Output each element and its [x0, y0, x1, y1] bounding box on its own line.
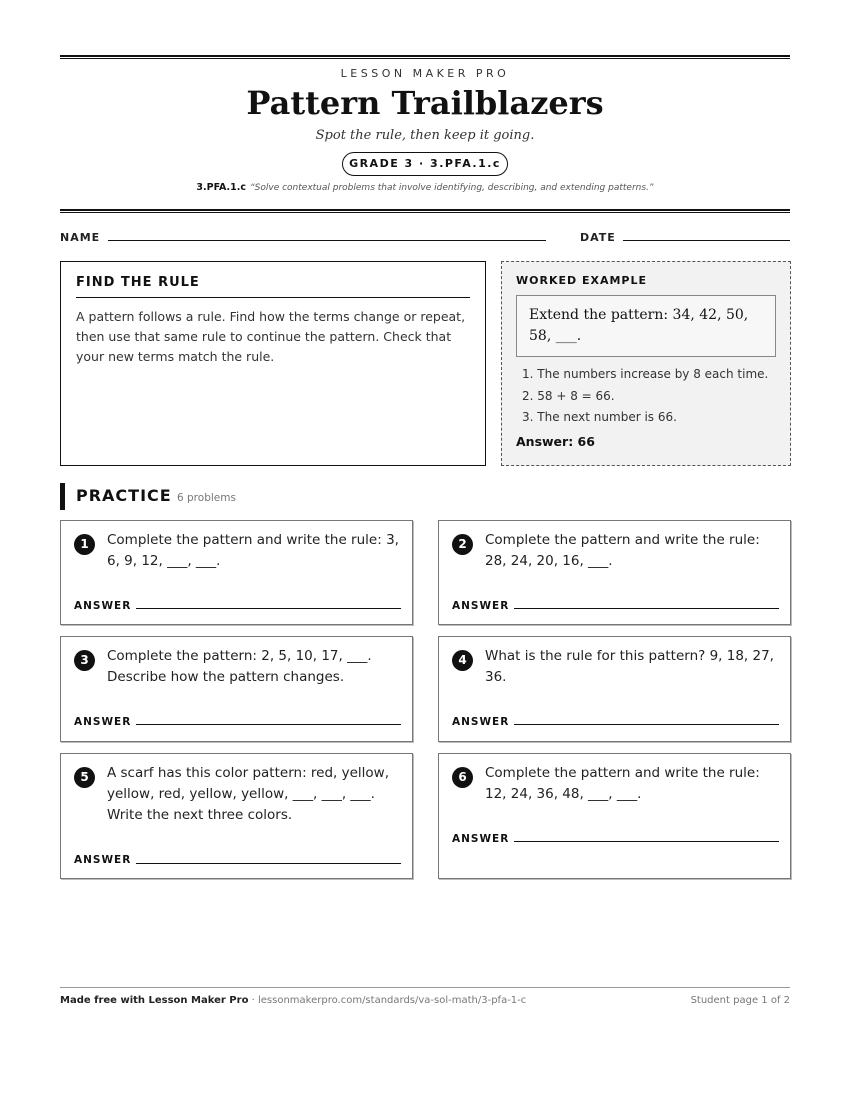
practice-count: 6 problems [177, 492, 236, 504]
problem-text: Complete the pattern and write the rule: 28, 24, 20, 16, ___. [485, 532, 760, 569]
answer-label: ANSWER [452, 600, 510, 612]
answer-label: ANSWER [74, 716, 132, 728]
footer-credit [60, 995, 526, 1006]
problem-number: 6 [452, 767, 473, 788]
problem-number: 3 [74, 650, 95, 671]
problem-number: 2 [452, 534, 473, 555]
find-rule-heading: FIND THE RULE [76, 275, 470, 298]
problem-card-1 [60, 520, 413, 625]
answer-line[interactable] [514, 724, 779, 725]
footer-made-with: Made free with Lesson Maker Pro [60, 995, 249, 1006]
problem-text: Complete the pattern: 2, 5, 10, 17, ___. Describe how the pattern changes. [107, 648, 372, 685]
worksheet-title: Pattern Trailblazers [246, 84, 604, 122]
worked-example-answer: Answer: 66 [516, 433, 595, 449]
name-field[interactable] [108, 240, 546, 241]
problem-text: Complete the pattern and write the rule: 3, 6, 9, 12, ___, ___. [107, 532, 399, 569]
problem-card-4 [438, 636, 791, 742]
answer-label: ANSWER [74, 600, 132, 612]
practice-accent-bar [60, 483, 65, 510]
date-label: DATE [580, 231, 616, 244]
top-double-rule [60, 55, 790, 59]
answer-line[interactable] [514, 608, 779, 609]
problem-text: Complete the pattern and write the rule: 12, 24, 36, 48, ___, ___. [485, 765, 760, 802]
answer-line[interactable] [136, 724, 401, 725]
standard-code: 3.PFA.1.c [196, 182, 246, 193]
brand-label: LESSON MAKER PRO [340, 67, 510, 80]
footer-rule [60, 987, 790, 988]
problem-card-3 [60, 636, 413, 742]
problem-card-5 [60, 753, 413, 879]
answer-label: ANSWER [452, 716, 510, 728]
header-bottom-rule [60, 209, 790, 213]
grade-badge: GRADE 3 · 3.PFA.1.c [342, 152, 508, 176]
problem-number: 4 [452, 650, 473, 671]
answer-line[interactable] [136, 608, 401, 609]
problem-card-2 [438, 520, 791, 625]
answer-line[interactable] [136, 863, 401, 864]
practice-heading: PRACTICE [76, 486, 172, 505]
footer-page-number: Student page 1 of 2 [690, 995, 790, 1006]
worked-example-step: 1. The numbers increase by 8 each time. [522, 367, 769, 381]
date-field[interactable] [623, 240, 790, 241]
standard-line [0, 182, 850, 193]
answer-line[interactable] [514, 841, 779, 842]
worked-example-step: 2. 58 + 8 = 66. [522, 388, 615, 403]
name-label: NAME [60, 231, 101, 244]
standard-text: “Solve contextual problems that involve identifying, describing, and extending patterns.” [250, 183, 654, 193]
find-rule-box [60, 261, 486, 466]
worked-example-box [501, 261, 791, 466]
worked-example-steps [522, 364, 776, 429]
footer-url[interactable]: · lessonmakerpro.com/standards/va-sol-math/3-pfa-1-c [248, 995, 527, 1006]
answer-label: ANSWER [452, 833, 510, 845]
problem-card-6 [438, 753, 791, 879]
worked-example-prompt: Extend the pattern: 34, 42, 50, 58, ___. [516, 295, 776, 357]
find-rule-body: A pattern follows a rule. Find how the terms change or repeat, then use that same rule to continue the pattern. Check that your new terms match the rule. [76, 309, 466, 364]
problem-number: 1 [74, 534, 95, 555]
worked-example-step: 3. The next number is 66. [522, 410, 677, 424]
problem-text: A scarf has this color pattern: red, yellow, yellow, red, yellow, yellow, ___, ___, ___. Write the next three colors. [107, 765, 390, 823]
problem-text: What is the rule for this pattern? 9, 18, 27, 36. [485, 648, 774, 685]
worked-example-heading: WORKED EXAMPLE [516, 274, 647, 287]
worksheet-subtitle: Spot the rule, then keep it going. [315, 128, 535, 143]
problem-number: 5 [74, 767, 95, 788]
answer-label: ANSWER [74, 854, 132, 866]
